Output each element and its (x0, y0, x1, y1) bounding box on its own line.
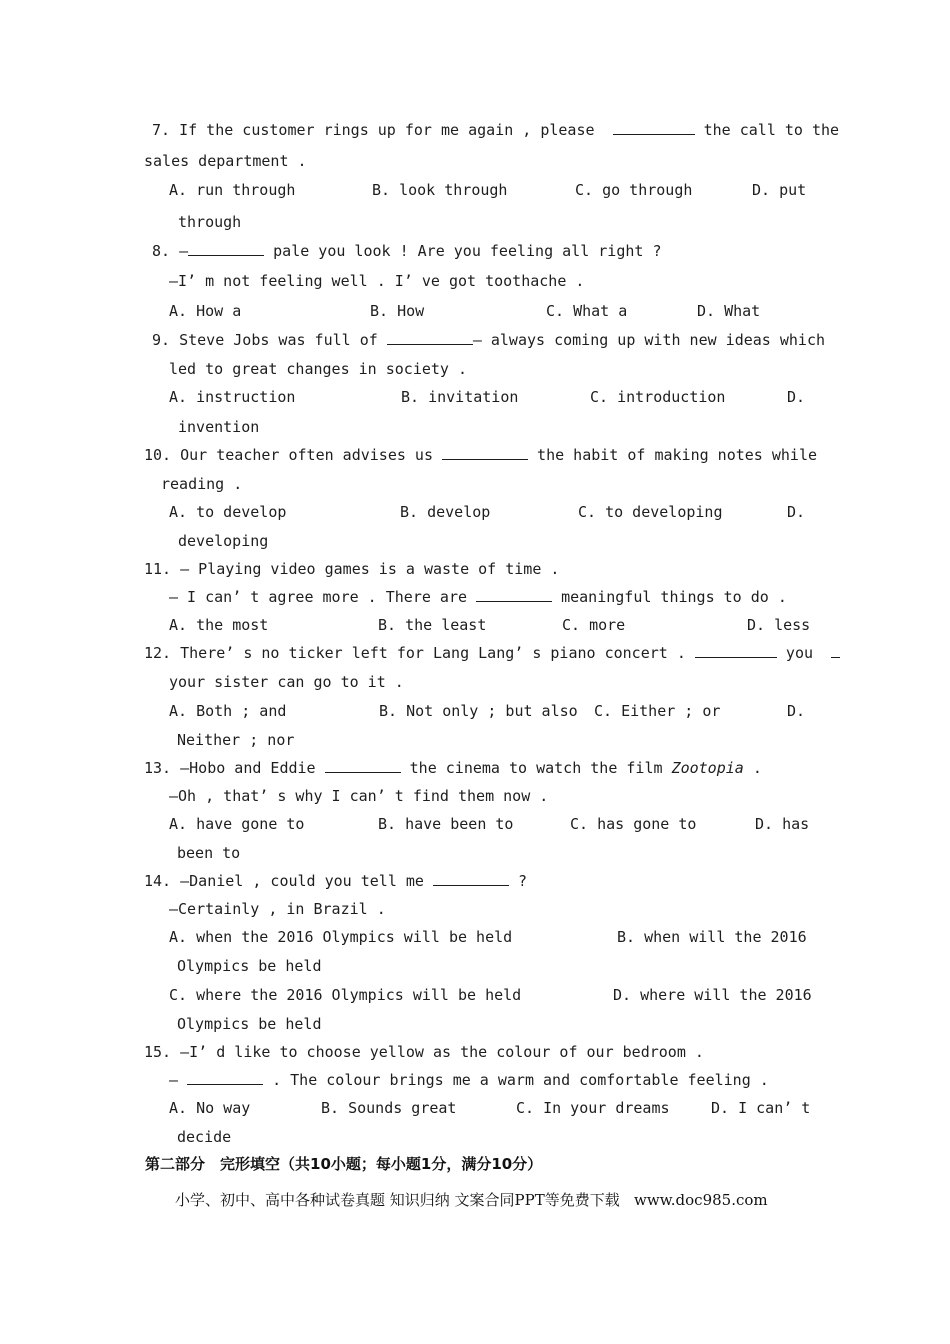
question-7-stem-cont: sales department . (144, 152, 307, 170)
q11-option-c: C. more (562, 616, 626, 634)
answer-blank (831, 643, 840, 658)
q7-option-d: D. put (752, 181, 807, 199)
question-9-stem: 9. Steve Jobs was full of — always coming up with new ideas which (152, 331, 826, 349)
question-8-stem: 8. — pale you look ! Are you feeling all right ? (152, 242, 662, 260)
q10-option-a: A. to develop (169, 503, 287, 521)
q8-option-a: A. How a (169, 302, 242, 320)
q13-option-a: A. have gone to (169, 815, 305, 833)
question-11-stem: 11. — Playing video games is a waste of time . (144, 560, 560, 578)
answer-blank (325, 758, 401, 773)
answer-blank (188, 241, 264, 256)
question-11-reply: — I can’ t agree more . There are meaningful things to do . (169, 588, 787, 606)
section-heading: 第二部分 完形填空（共10小题；每小题1分，满分10分） (145, 1155, 543, 1173)
q7-option-c: C. go through (575, 181, 693, 199)
q10-option-b: B. develop (400, 503, 491, 521)
q14-option-a-cont: Olympics be held (177, 957, 322, 975)
q7-option-a: A. run through (169, 181, 296, 199)
q14-option-c: C. where the 2016 Olympics will be held (169, 986, 522, 1004)
question-13-stem: 13. —Hobo and Eddie the cinema to watch the film Zootopia . (144, 759, 762, 777)
question-13-reply: —Oh , that’ s why I can’ t find them now . (169, 787, 549, 805)
question-10-stem: 10. Our teacher often advises us the habit of making notes while (144, 446, 818, 464)
answer-blank (433, 871, 509, 886)
q8-option-b: B. How (370, 302, 425, 320)
question-12-stem: 12. There’ s no ticker left for Lang Lang’ s piano concert . you (144, 643, 840, 663)
q14-option-d: D. where will the 2016 (613, 986, 812, 1004)
q9-option-a: A. instruction (169, 388, 296, 406)
q15-option-b: B. Sounds great (321, 1099, 457, 1117)
q10-option-d-cont: developing (178, 532, 269, 550)
q10-option-c: C. to developing (578, 503, 723, 521)
answer-blank (476, 587, 552, 602)
q14-option-c-cont: Olympics be held (177, 1015, 322, 1033)
q14-option-a: A. when the 2016 Olympics will be held (169, 928, 513, 946)
question-15-reply: — . The colour brings me a warm and comfortable feeling . (169, 1071, 769, 1089)
q12-option-b: B. Not only ; but also (379, 702, 578, 720)
answer-blank (387, 330, 473, 345)
answer-blank (613, 120, 695, 135)
q9-option-d: D. (787, 388, 806, 406)
answer-blank (187, 1070, 263, 1085)
answer-blank (695, 643, 777, 658)
q7-option-b: B. look through (372, 181, 508, 199)
q11-option-d: D. less (747, 616, 811, 634)
question-8-reply: —I’ m not feeling well . I’ ve got toothache . (169, 272, 585, 290)
q13-option-d: D. has (755, 815, 810, 833)
question-9-stem-cont: led to great changes in society . (169, 360, 468, 378)
question-14-stem: 14. —Daniel , could you tell me ? (144, 872, 528, 890)
question-12-stem-cont: your sister can go to it . (169, 673, 404, 691)
question-7-stem: 7. If the customer rings up for me again , please the call to the (152, 121, 840, 139)
q12-option-c: C. Either ; or (594, 702, 721, 720)
q13-option-d-cont: been to (177, 844, 241, 862)
footer-text: 小学、初中、高中各种试卷真题 知识归纳 文案合同PPT等免费下载 www.doc985.com (175, 1191, 768, 1209)
q14-option-b: B. when will the 2016 (617, 928, 807, 946)
q15-option-d: D. I can’ t (711, 1099, 811, 1117)
q9-option-d-cont: invention (178, 418, 260, 436)
answer-blank (442, 445, 528, 460)
q9-option-b: B. invitation (401, 388, 519, 406)
q13-option-b: B. have been to (378, 815, 514, 833)
q13-option-c: C. has gone to (570, 815, 697, 833)
q11-option-b: B. the least (378, 616, 487, 634)
q11-option-a: A. the most (169, 616, 269, 634)
q12-option-d: D. (787, 702, 806, 720)
q7-option-d-cont: through (178, 213, 242, 231)
q8-option-c: C. What a (546, 302, 628, 320)
q15-option-c: C. In your dreams (516, 1099, 670, 1117)
film-title: Zootopia (671, 759, 744, 777)
q9-option-c: C. introduction (590, 388, 726, 406)
q8-option-d: D. What (697, 302, 761, 320)
question-10-stem-cont: reading . (161, 475, 243, 493)
q12-option-a: A. Both ; and (169, 702, 287, 720)
q15-option-a: A. No way (169, 1099, 251, 1117)
q12-option-d-cont: Neither ; nor (177, 731, 295, 749)
question-15-stem: 15. —I’ d like to choose yellow as the colour of our bedroom . (144, 1043, 704, 1061)
question-14-reply: —Certainly , in Brazil . (169, 900, 386, 918)
q15-option-d-cont: decide (177, 1128, 232, 1146)
q10-option-d: D. (787, 503, 806, 521)
